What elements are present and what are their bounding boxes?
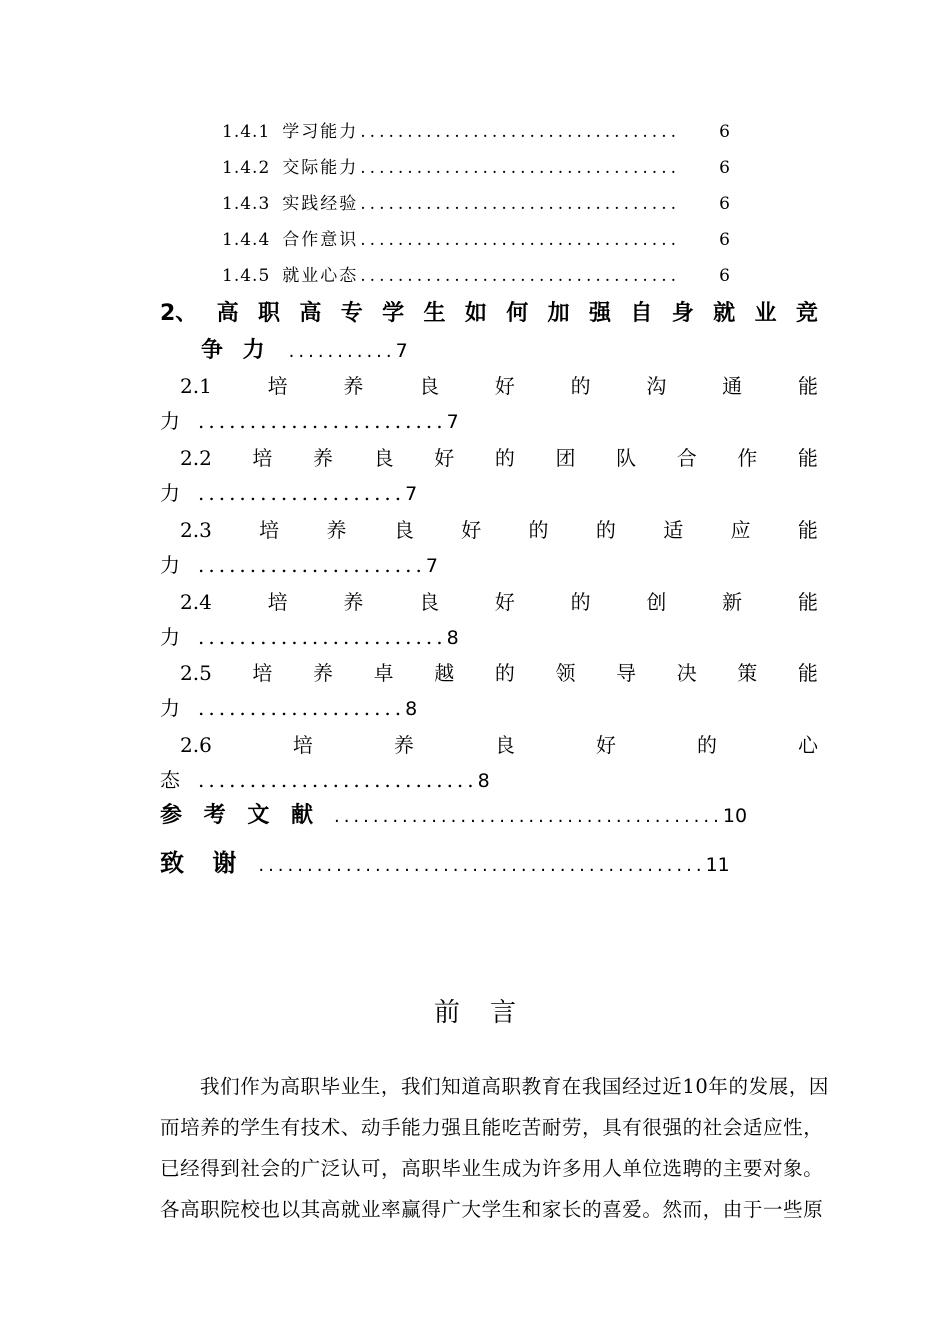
toc-char: 身 [671,301,694,326]
toc-page-number: 7 [405,483,418,505]
toc-page-number: 6 [719,230,730,250]
toc-leader-dots: ........................... [198,768,478,792]
toc-title: 交际能力 [282,158,359,178]
toc-number: 1.4.1 [222,122,271,142]
toc-char: 导 [616,661,637,685]
toc-char: 竞 [795,301,818,326]
toc-title-tail: 力 [160,553,180,577]
toc-char: 2.5 [180,661,212,685]
toc-char: 培 [267,590,288,614]
toc-entry-1-4-5[interactable] [222,268,730,285]
toc-char: 策 [737,661,758,685]
toc-leader-dots: ........................ [198,625,447,649]
toc-leader-dots: .................................. [360,124,680,141]
toc-char: 能 [797,661,818,685]
toc-char: 2.2 [180,446,212,470]
toc-entry-2-3-continuation[interactable] [160,555,438,576]
toc-char: 高 [216,301,239,326]
toc-leader-dots: ........... [288,341,396,362]
toc-char: 新 [722,590,743,614]
toc-title: 致 谢 [160,849,247,877]
toc-char: 2.4 [180,590,212,614]
paragraph-line: 而培养的学生有技术、动手能力强且能吃苦耐劳，具有很强的社会适应性， [160,1116,824,1139]
toc-char: 良 [494,733,515,757]
toc-char: 高 [299,301,322,326]
toc-char: 培 [252,446,273,470]
toc-number: 1.4.2 [222,158,271,178]
toc-char: 良 [393,518,414,542]
toc-char: 通 [722,374,743,398]
toc-page-number: 7 [395,340,408,362]
toc-leader-dots: .................... [198,696,406,720]
toc-entry-2-5-continuation[interactable] [160,698,417,719]
preface-heading: 前言 [433,998,546,1028]
toc-entry-1-4-2[interactable] [222,160,730,177]
toc-leader-dots: .................... [198,481,406,505]
toc-char: 创 [646,590,667,614]
toc-char: 良 [419,590,440,614]
toc-char: 好 [494,590,515,614]
toc-title-tail: 力 [160,409,180,433]
toc-char: 好 [494,374,515,398]
toc-title: 学习能力 [282,122,359,142]
toc-entry-acknowledgements[interactable] [160,851,730,875]
toc-char: 团 [555,446,576,470]
toc-char: 就 [713,301,736,326]
toc-char: 适 [663,518,684,542]
toc-char: 自 [630,301,653,326]
toc-leader-dots: .................................. [360,160,680,177]
toc-char: 2.1 [180,374,212,398]
toc-char: 专 [340,301,363,326]
toc-char: 能 [797,446,818,470]
toc-char: 如 [464,301,487,326]
toc-title: 合作意识 [282,230,359,250]
toc-title: 实践经验 [282,194,359,214]
toc-entry-2-2[interactable] [180,448,818,468]
toc-title-tail: 争 力 [201,338,271,363]
toc-char: 业 [754,301,777,326]
toc-title-tail: 力 [160,625,180,649]
toc-page-number: 7 [425,555,438,577]
toc-page-number: 8 [477,770,490,792]
toc-char: 培 [292,733,313,757]
toc-page-number: 8 [405,698,418,720]
toc-char: 培 [267,374,288,398]
toc-char: 的 [494,661,515,685]
toc-page-number: 11 [705,854,730,876]
toc-title-tail: 力 [160,481,180,505]
toc-char: 能 [797,374,818,398]
toc-page-number: 6 [719,158,730,178]
toc-char: 沟 [646,374,667,398]
toc-entry-2-6[interactable] [180,735,818,755]
toc-char: 的 [595,518,616,542]
toc-char: 培 [252,661,273,685]
toc-entry-1-4-4[interactable] [222,232,730,249]
toc-page-number: 10 [722,805,748,827]
toc-char: 的 [696,733,717,757]
toc-number: 1.4.4 [222,230,271,250]
toc-char: 养 [313,446,334,470]
toc-entry-references[interactable] [160,805,747,827]
toc-title-tail: 力 [160,696,180,720]
toc-char: 作 [737,446,758,470]
toc-leader-dots: ........................................ [333,806,723,827]
toc-entry-2-4-continuation[interactable] [160,627,459,648]
toc-char: 何 [506,301,529,326]
toc-char: 能 [797,518,818,542]
toc-leader-dots: .............................................. [258,855,706,876]
toc-entry-2-4[interactable] [180,592,818,612]
toc-number: 1.4.5 [222,266,271,286]
toc-char: 的 [494,446,515,470]
toc-char: 学 [382,301,405,326]
toc-char: 良 [373,446,394,470]
toc-char: 能 [797,590,818,614]
toc-number: 1.4.3 [222,194,271,214]
paragraph-line: 各高职院校也以其高就业率赢得广大学生和家长的喜爱。然而，由于一些原 [160,1198,824,1221]
toc-char: 养 [313,661,334,685]
toc-char: 好 [434,446,455,470]
paragraph-line: 我们作为高职毕业生，我们知道高职教育在我国经过近10年的发展，因 [200,1075,830,1098]
toc-entry-2-5[interactable] [180,663,818,683]
toc-char: 好 [595,733,616,757]
toc-char: 加 [547,301,570,326]
toc-entry-1-4-3[interactable] [222,196,730,213]
toc-leader-dots: ........................ [198,409,447,433]
toc-char: 卓 [373,661,394,685]
toc-entry-2-3[interactable] [180,520,818,540]
toc-char: 养 [393,733,414,757]
toc-char: 职 [258,301,281,326]
toc-char: 应 [730,518,751,542]
toc-leader-dots: ...................... [198,553,426,577]
toc-page-number: 8 [446,627,459,649]
toc-char: 领 [555,661,576,685]
toc-char: 养 [326,518,347,542]
toc-leader-dots: .................................. [360,268,680,285]
toc-char: 2.3 [180,518,212,542]
toc-leader-dots: .................................. [360,196,680,213]
toc-char: 心 [798,733,818,757]
toc-char: 的 [570,590,591,614]
toc-char: 决 [676,661,697,685]
toc-entry-2-1-continuation[interactable] [160,411,459,432]
toc-char: 合 [676,446,697,470]
toc-entry-chapter-2-continuation[interactable] [201,340,408,362]
toc-char: 生 [423,301,446,326]
toc-char: 越 [434,661,455,685]
toc-title-tail: 态 [160,768,180,792]
toc-char: 队 [616,446,637,470]
toc-char: 培 [259,518,280,542]
toc-entry-2-1[interactable] [180,376,818,396]
toc-entry-chapter-2[interactable] [160,303,818,325]
toc-char: 的 [570,374,591,398]
paragraph-line: 已经得到社会的广泛认可，高职毕业生成为许多用人单位选聘的主要对象。 [160,1157,824,1180]
toc-char: 2.6 [180,733,212,757]
toc-entry-2-2-continuation[interactable] [160,483,417,504]
toc-char: 好 [461,518,482,542]
toc-page-number: 7 [446,411,459,433]
toc-entry-2-6-continuation[interactable] [160,770,490,791]
toc-page-number: 6 [719,194,730,214]
toc-leader-dots: .................................. [360,232,680,249]
toc-page-number: 6 [719,266,730,286]
toc-char: 养 [343,590,364,614]
toc-char: 的 [528,518,549,542]
preface-paragraph [160,1066,840,1230]
toc-char: 养 [343,374,364,398]
toc-char: 2、 [160,301,198,326]
toc-char: 强 [589,301,612,326]
toc-entry-1-4-1[interactable] [222,124,730,141]
toc-title: 就业心态 [282,266,359,286]
toc-page-number: 6 [719,122,730,142]
toc-char: 良 [419,374,440,398]
toc-title: 参 考 文 献 [160,803,320,828]
